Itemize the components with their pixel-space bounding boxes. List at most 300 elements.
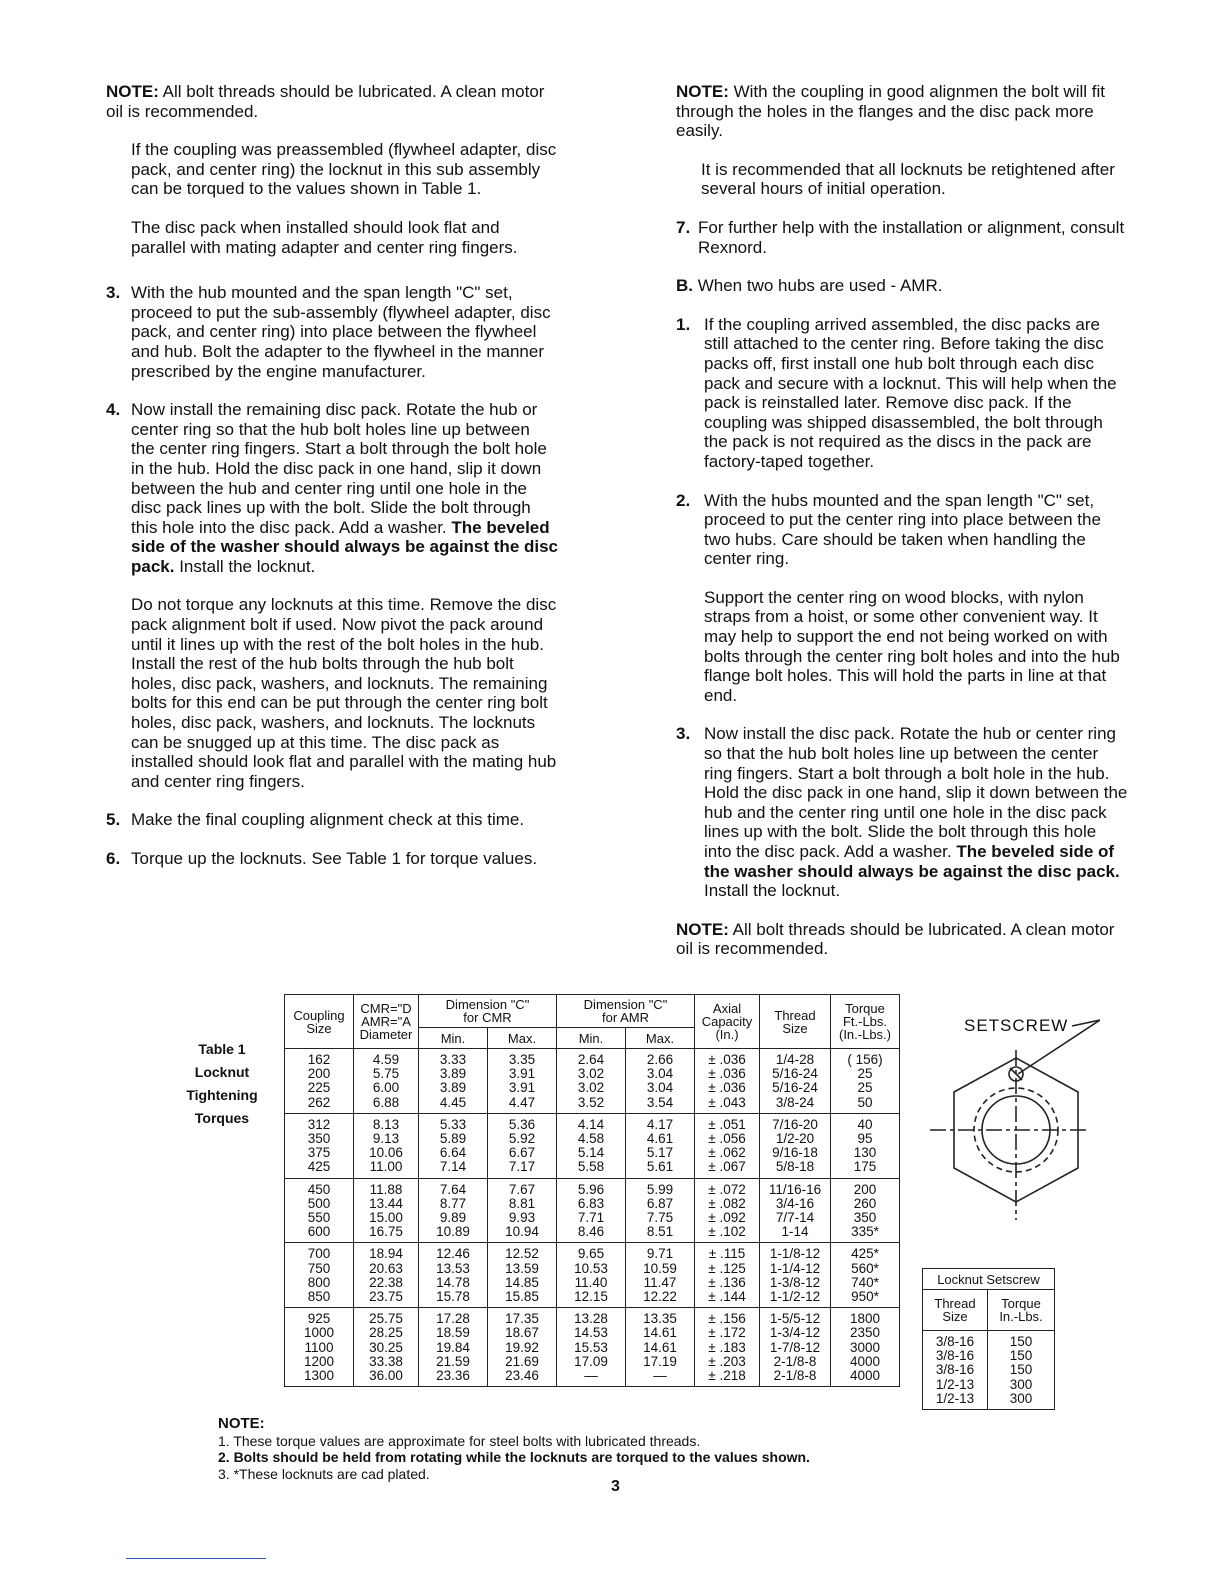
- step-b3: [676, 724, 1128, 900]
- alignment-note: [676, 82, 1128, 141]
- cell-amr-max: [626, 1113, 695, 1178]
- cell-value: 8.81: [508, 1195, 536, 1211]
- cell-value: 950*: [851, 1289, 879, 1305]
- cell-value: 10.89: [436, 1224, 470, 1240]
- cell-value: 15.00: [369, 1210, 403, 1226]
- cell-value: 19.84: [436, 1339, 470, 1355]
- step-4: [106, 400, 558, 791]
- cell-value: 21.69: [505, 1353, 539, 1369]
- step-number: 7.: [676, 217, 691, 237]
- cell-value: 19.92: [505, 1339, 539, 1355]
- cell-value: 1/2-20: [775, 1131, 815, 1147]
- setscrew-torque-values: 150 150 150 300 300: [988, 1331, 1055, 1410]
- cell-value: 12.46: [436, 1246, 470, 1262]
- cell-axial: [695, 1113, 760, 1178]
- cell-value: 6.67: [508, 1145, 536, 1161]
- cell-value: 17.28: [436, 1311, 470, 1327]
- cell-value: 6.87: [646, 1195, 674, 1211]
- cell-value: 36.00: [369, 1368, 403, 1384]
- header-thread-size: Thread Size: [760, 995, 831, 1049]
- note-text: All bolt threads should be lubricated. A clean motor oil is recommended.: [676, 919, 1115, 959]
- table-row-group: [285, 1178, 900, 1243]
- cell-value: 6.64: [439, 1145, 467, 1161]
- cell-value: 3.52: [577, 1094, 605, 1110]
- cell-value: 11.00: [369, 1159, 403, 1175]
- cell-value: 2350: [849, 1325, 881, 1341]
- cell-value: 13.35: [643, 1311, 677, 1327]
- cell-value: 260: [853, 1195, 877, 1211]
- cell-amr-min: [557, 1308, 626, 1387]
- cell-value: 8.77: [439, 1195, 467, 1211]
- cell-value: 3.89: [439, 1066, 467, 1082]
- cell-axial: [695, 1308, 760, 1387]
- cell-value: 18.59: [436, 1325, 470, 1341]
- cell-size: [285, 1308, 354, 1387]
- cell-value: 700: [307, 1246, 331, 1262]
- cell-cmr-max: [488, 1243, 557, 1308]
- cell-value: 1-1/8-12: [769, 1246, 821, 1262]
- cell-value: 7.75: [646, 1210, 674, 1226]
- cell-value: 5.99: [646, 1181, 674, 1197]
- cell-value: 335*: [851, 1224, 879, 1240]
- cell-thread: [760, 1049, 831, 1114]
- header-amr-max: Max.: [626, 1028, 695, 1049]
- cell-value: 800: [307, 1274, 331, 1290]
- cell-thread: [760, 1243, 831, 1308]
- cell-torque: [831, 1308, 900, 1387]
- cell-value: ± .072: [708, 1181, 746, 1197]
- cell-value: 6.00: [372, 1080, 400, 1096]
- cell-value: 350: [853, 1210, 877, 1226]
- cell-value: ± .036: [708, 1052, 746, 1067]
- cell-value: 15.53: [574, 1339, 608, 1355]
- table-row-group: [285, 1113, 900, 1178]
- cell-value: 7.67: [508, 1181, 536, 1197]
- cell-value: 1-1/4-12: [769, 1260, 821, 1276]
- cell-value: ± .067: [708, 1159, 746, 1175]
- cell-value: 20.63: [369, 1260, 403, 1276]
- cell-value: 15.85: [505, 1289, 539, 1305]
- table-caption-line: Locknut: [194, 1064, 250, 1080]
- step-3: [106, 283, 558, 381]
- cell-value: 1-3/8-12: [769, 1274, 821, 1290]
- note-label: NOTE:: [676, 919, 729, 939]
- cell-value: 5/16-24: [772, 1066, 818, 1082]
- cell-value: 3.04: [646, 1066, 674, 1082]
- cell-value: ± .218: [708, 1368, 746, 1384]
- header-dimension-amr: Dimension "C" for AMR: [557, 995, 695, 1028]
- cell-value: 10.59: [643, 1260, 677, 1276]
- cell-value: 23.75: [369, 1289, 403, 1305]
- cell-value: 200: [307, 1066, 331, 1082]
- cell-value: 23.36: [436, 1368, 470, 1384]
- cell-value: 750: [307, 1260, 331, 1276]
- cell-value: 5.33: [439, 1116, 467, 1132]
- footer-rule: [126, 1558, 266, 1559]
- header-axial-capacity: Axial Capacity (In.): [695, 995, 760, 1049]
- cell-size: [285, 1243, 354, 1308]
- cell-value: 5.61: [646, 1159, 674, 1175]
- cell-value: 9.71: [646, 1246, 674, 1262]
- cell-value: 5/16-24: [772, 1080, 818, 1096]
- left-column: [106, 82, 558, 888]
- cell-value: 50: [857, 1094, 873, 1110]
- cell-value: —: [584, 1368, 598, 1384]
- table-caption-line: Torques: [194, 1110, 250, 1126]
- header-dimension-cmr: Dimension "C" for CMR: [419, 995, 557, 1028]
- cell-value: 4.59: [372, 1052, 400, 1067]
- cell-value: 8.13: [372, 1116, 400, 1132]
- cell-value: 3.02: [577, 1080, 605, 1096]
- cell-value: 14.61: [643, 1325, 677, 1341]
- step-text: Now install the remaining disc pack. Rotate the hub or center ring so that the hub bolt holes line up between the center ring fingers. Start a bolt through the bolt hole in the hub. Hold the disc pack in one hand, slip it down between the hub and center ring until one hole in the disc pack lines up with the bolt. Slide the bolt through this hole into the disc pack. Add a washer. The beveled side of the washer should always be against the disc pack. Install the locknut.: [131, 400, 559, 576]
- cell-value: 550: [307, 1210, 331, 1226]
- cell-value: ± .043: [708, 1094, 746, 1110]
- cell-value: 10.94: [505, 1224, 539, 1240]
- cell-thread: [760, 1113, 831, 1178]
- cell-amr-min: [557, 1113, 626, 1178]
- cell-value: 23.46: [505, 1368, 539, 1384]
- cell-value: 4.61: [646, 1131, 674, 1147]
- cell-value: —: [653, 1368, 667, 1384]
- cell-value: 850: [307, 1289, 331, 1305]
- section-b-heading: B. When two hubs are used - AMR.: [676, 276, 943, 296]
- cell-value: 28.25: [369, 1325, 403, 1341]
- cell-value: 21.59: [436, 1353, 470, 1369]
- cell-value: 130: [853, 1145, 877, 1161]
- locknut-torque-table: [284, 994, 900, 1387]
- cell-value: 9.65: [577, 1246, 605, 1262]
- note-text: All bolt threads should be lubricated. A clean motor oil is recommended.: [106, 82, 545, 121]
- cell-torque: [831, 1113, 900, 1178]
- cell-value: 175: [853, 1159, 877, 1175]
- table-notes: [218, 1416, 810, 1482]
- cell-value: 2.66: [646, 1052, 674, 1067]
- table-caption-line: Tightening: [186, 1087, 258, 1103]
- cell-value: ± .156: [708, 1311, 746, 1327]
- cell-size: [285, 1178, 354, 1243]
- cell-torque: [831, 1049, 900, 1114]
- step-number: 6.: [106, 849, 121, 868]
- cell-value: 7.14: [439, 1159, 467, 1175]
- cell-amr-min: [557, 1178, 626, 1243]
- page-number: 3: [611, 1478, 620, 1495]
- cell-value: 12.52: [505, 1246, 539, 1262]
- cell-value: 4.58: [577, 1131, 605, 1147]
- cell-value: 11.47: [643, 1274, 677, 1290]
- cell-value: 5.92: [508, 1131, 536, 1147]
- cell-value: 5.89: [439, 1131, 467, 1147]
- cell-value: 9.89: [439, 1210, 467, 1226]
- cell-value: 1100: [304, 1339, 334, 1355]
- disc-flat-paragraph: The disc pack when installed should look flat and parallel with mating adapter and center ring fingers.: [131, 217, 518, 257]
- cell-value: 5.36: [508, 1116, 536, 1132]
- cell-value: ± .056: [708, 1131, 746, 1147]
- cell-value: 15.78: [436, 1289, 470, 1305]
- cell-value: 11.40: [574, 1274, 608, 1290]
- table-row-group: [285, 1308, 900, 1387]
- cell-amr-min: [557, 1243, 626, 1308]
- cell-dia: [354, 1113, 419, 1178]
- note-2: 2. Bolts should be held from rotating while the locknuts are torqued to the values shown.: [218, 1449, 810, 1465]
- cell-value: 13.59: [505, 1260, 539, 1276]
- cell-cmr-max: [488, 1049, 557, 1114]
- cell-size: [285, 1049, 354, 1114]
- cell-value: 4000: [849, 1353, 881, 1369]
- cell-value: 262: [307, 1094, 331, 1110]
- cell-value: 3.54: [646, 1094, 674, 1110]
- cell-value: 1-5/5-12: [769, 1311, 821, 1327]
- cell-value: 14.78: [436, 1274, 470, 1290]
- cell-amr-max: [626, 1178, 695, 1243]
- cell-value: 3/4-16: [775, 1195, 815, 1211]
- washer-warning: The beveled side of the washer should always be against the disc pack.: [131, 517, 559, 576]
- cell-value: 10.53: [574, 1260, 608, 1276]
- cell-value: 17.09: [574, 1353, 608, 1369]
- cell-value: 9/16-18: [772, 1145, 818, 1161]
- step-text: With the hubs mounted and the span length "C" set, proceed to put the center ring into place between the two hubs. Care should be taken when handling the center ring.: [704, 490, 1101, 569]
- step-b1: [676, 315, 1128, 472]
- notes-heading: NOTE:: [218, 1415, 265, 1432]
- cell-value: 1/4-28: [775, 1052, 815, 1067]
- locknut-setscrew-diagram: [930, 1010, 1100, 1220]
- cell-size: [285, 1113, 354, 1178]
- cell-value: 4.17: [646, 1116, 674, 1132]
- cell-value: 1300: [303, 1368, 335, 1384]
- header-torque: Torque Ft.-Lbs. (In.-Lbs.): [831, 995, 900, 1049]
- table-body: [285, 1049, 900, 1387]
- cell-value: 500: [307, 1195, 331, 1211]
- cell-value: 5/8-18: [775, 1159, 815, 1175]
- cell-value: 2.64: [577, 1052, 605, 1067]
- cell-value: 7/7-14: [775, 1210, 815, 1226]
- cell-value: 425*: [851, 1246, 879, 1262]
- cell-axial: [695, 1178, 760, 1243]
- cell-value: 3000: [849, 1339, 881, 1355]
- step-text-continued: Support the center ring on wood blocks, with nylon straps from a hoist, or some other convenient way. It may help to support the end not being worked on with bolts through the center ring bolt holes and into the hub flange bolt holes. This will hold the parts in line at that end.: [704, 587, 1120, 705]
- cell-cmr-min: [419, 1049, 488, 1114]
- cell-value: 740*: [851, 1274, 879, 1290]
- cell-value: 2-1/8-8: [773, 1353, 817, 1369]
- cell-value: 7.71: [577, 1210, 605, 1226]
- cell-value: 3.91: [508, 1080, 536, 1096]
- cell-value: 10.06: [369, 1145, 403, 1161]
- cell-value: 1200: [303, 1353, 335, 1369]
- cell-value: 9.13: [372, 1131, 400, 1147]
- cell-value: 312: [307, 1116, 331, 1132]
- cell-value: 11/16-16: [768, 1181, 822, 1197]
- table-row-group: [285, 1049, 900, 1114]
- cell-amr-max: [626, 1049, 695, 1114]
- lubrication-note: [106, 82, 558, 121]
- cell-value: ( 156): [847, 1052, 883, 1067]
- table-caption-title: Table 1: [198, 1041, 246, 1057]
- cell-torque: [831, 1243, 900, 1308]
- step-number: 3.: [676, 724, 691, 744]
- washer-warning: The beveled side of the washer should always be against the disc pack.: [704, 842, 1120, 881]
- cell-value: 13.44: [369, 1195, 403, 1211]
- cell-value: 5.96: [577, 1181, 605, 1197]
- cell-value: 225: [307, 1080, 331, 1096]
- cell-value: 14.61: [643, 1339, 677, 1355]
- header-coupling-size: Coupling Size: [285, 995, 354, 1049]
- cell-value: 6.83: [577, 1195, 605, 1211]
- cell-value: 560*: [851, 1260, 879, 1276]
- cell-value: 18.94: [369, 1246, 403, 1262]
- cell-cmr-max: [488, 1178, 557, 1243]
- setscrew-thread-values: 3/8-16 3/8-16 3/8-16 1/2-13 1/2-13: [923, 1331, 988, 1410]
- cell-value: 8.46: [577, 1224, 605, 1240]
- step-b2: [676, 491, 1128, 706]
- cell-torque: [831, 1178, 900, 1243]
- cell-value: 1-7/8-12: [769, 1339, 821, 1355]
- cell-value: ± .082: [708, 1195, 746, 1211]
- cell-value: 8.51: [646, 1224, 674, 1240]
- right-column: [676, 82, 1128, 978]
- cell-amr-min: [557, 1049, 626, 1114]
- cell-value: 9.93: [508, 1210, 536, 1226]
- cell-value: 1800: [849, 1311, 881, 1327]
- cell-value: ± .036: [708, 1080, 746, 1096]
- cell-value: 4.45: [439, 1094, 467, 1110]
- cell-value: 7/16-20: [772, 1116, 818, 1132]
- cell-value: ± .115: [708, 1246, 746, 1262]
- cell-value: 3.04: [646, 1080, 674, 1096]
- cell-dia: [354, 1178, 419, 1243]
- cell-dia: [354, 1308, 419, 1387]
- step-7: [676, 218, 1128, 257]
- step-text: With the hub mounted and the span length "C" set, proceed to put the sub-assembly (flywheel adapter, disc pack, and center ring) into place between the flywheel and hub. Bolt the adapter to the flywheel in the manner prescribed by the engine manufacturer.: [131, 283, 551, 381]
- table-row-group: [285, 1243, 900, 1308]
- step-text: For further help with the installation or alignment, consult Rexnord.: [698, 217, 1125, 257]
- cell-value: ± .183: [708, 1339, 746, 1355]
- note-3: 3. *These locknuts are cad plated.: [218, 1465, 430, 1482]
- cell-value: 3.35: [508, 1052, 536, 1067]
- cell-value: 3.89: [439, 1080, 467, 1096]
- cell-value: 7.17: [508, 1159, 536, 1175]
- cell-value: 30.25: [369, 1339, 403, 1355]
- cell-value: 25.75: [369, 1311, 403, 1327]
- cell-dia: [354, 1243, 419, 1308]
- cell-value: ± .125: [708, 1260, 746, 1276]
- setscrew-table-title: Locknut Setscrew: [923, 1269, 1055, 1290]
- cell-value: ± .036: [708, 1066, 746, 1082]
- cell-cmr-min: [419, 1178, 488, 1243]
- cell-value: 22.38: [369, 1274, 403, 1290]
- cell-value: 3.02: [577, 1066, 605, 1082]
- setscrew-thread-header: Thread Size: [923, 1290, 988, 1331]
- cell-value: 4.47: [508, 1094, 536, 1110]
- cell-value: ± .203: [708, 1353, 746, 1369]
- cell-value: 7.64: [439, 1181, 467, 1197]
- cell-value: 12.15: [574, 1289, 608, 1305]
- header-cmr-max: Max.: [488, 1028, 557, 1049]
- cell-value: 4.14: [577, 1116, 605, 1132]
- step-number: 2.: [676, 490, 691, 510]
- cell-value: 95: [857, 1131, 873, 1147]
- cell-value: 3/8-24: [775, 1094, 815, 1110]
- step-number: 3.: [106, 283, 121, 303]
- cell-value: 4000: [849, 1368, 881, 1384]
- step-text: Make the final coupling alignment check at this time.: [131, 810, 525, 830]
- step-5: [106, 810, 558, 830]
- step-text-continued: Do not torque any locknuts at this time. Remove the disc pack alignment bolt if used. Now pivot the pack around until it lines up with the rest of the bolt holes in the hub. Install the rest of the hub bolts through the hub bolt holes, disc pack, washers, and locknuts. The remaining bolts for this end can be put through the center ring bolt holes, disc pack, washers, and locknuts. The locknuts can be snugged up at this time. The disc pack as installed should look flat and parallel with the mating hub and center ring fingers.: [131, 595, 557, 791]
- cell-cmr-min: [419, 1308, 488, 1387]
- cell-cmr-max: [488, 1113, 557, 1178]
- cell-value: 5.75: [372, 1066, 400, 1082]
- cell-thread: [760, 1178, 831, 1243]
- note-1: 1. These torque values are approximate for steel bolts with lubricated threads.: [218, 1432, 701, 1449]
- cell-value: 17.19: [643, 1353, 677, 1369]
- setscrew-torque-header: Torque In.-Lbs.: [988, 1290, 1055, 1331]
- lubrication-note-2: [676, 920, 1128, 959]
- cell-value: 450: [307, 1181, 331, 1197]
- note-text: With the coupling in good alignmen the bolt will fit through the holes in the flanges and the disc pack more easily.: [676, 82, 1105, 141]
- cell-value: ± .172: [708, 1325, 746, 1341]
- preassembled-paragraph: If the coupling was preassembled (flywheel adapter, disc pack, and center ring) the locknut in this sub assembly can be torqued to the values shown in Table 1.: [131, 140, 557, 199]
- note-label: NOTE:: [106, 82, 159, 101]
- cell-value: 1000: [303, 1325, 335, 1341]
- cell-value: 162: [307, 1052, 331, 1067]
- setscrew-label: SETSCREW: [964, 1016, 1069, 1035]
- cell-cmr-max: [488, 1308, 557, 1387]
- cell-value: ± .092: [708, 1210, 746, 1226]
- step-number: 4.: [106, 400, 121, 420]
- step-6: [106, 849, 558, 869]
- cell-value: 200: [853, 1181, 877, 1197]
- cell-value: 350: [307, 1131, 331, 1147]
- cell-value: ± .051: [708, 1116, 746, 1132]
- cell-value: ± .144: [708, 1289, 746, 1305]
- cell-value: 925: [307, 1311, 331, 1327]
- cell-cmr-min: [419, 1113, 488, 1178]
- cell-value: 17.35: [505, 1311, 539, 1327]
- cell-value: 33.38: [369, 1353, 403, 1369]
- cell-amr-max: [626, 1308, 695, 1387]
- cell-value: 16.75: [369, 1224, 403, 1240]
- header-diameter: CMR="D AMR="A Diameter: [354, 995, 419, 1049]
- cell-value: 14.85: [505, 1274, 539, 1290]
- cell-value: 3.91: [508, 1066, 536, 1082]
- cell-thread: [760, 1308, 831, 1387]
- cell-amr-max: [626, 1243, 695, 1308]
- header-cmr-min: Min.: [419, 1028, 488, 1049]
- cell-value: 13.53: [436, 1260, 470, 1276]
- note-label: NOTE:: [676, 82, 729, 101]
- cell-value: 11.88: [369, 1181, 403, 1197]
- header-amr-min: Min.: [557, 1028, 626, 1049]
- step-number: 5.: [106, 810, 121, 830]
- cell-value: 5.58: [577, 1159, 605, 1175]
- cell-dia: [354, 1049, 419, 1114]
- cell-value: 18.67: [505, 1325, 539, 1341]
- cell-value: 5.17: [646, 1145, 674, 1161]
- step-text: Now install the disc pack. Rotate the hub or center ring so that the hub bolt holes line up between the center ring fingers. Start a bolt through a bolt hole in the hub. Hold the disc pack in one hand, slip it down between the hub and the center ring until one hole in the disc pack lines up with the bolt. Slide the bolt through this hole into the disc pack. Add a washer. The beveled side of the washer should always be against the disc pack. Install the locknut.: [704, 724, 1128, 901]
- cell-axial: [695, 1243, 760, 1308]
- cell-value: 2-1/8-8: [773, 1368, 817, 1384]
- cell-value: 600: [307, 1224, 331, 1240]
- cell-value: 13.28: [574, 1311, 608, 1327]
- step-text: Torque up the locknuts. See Table 1 for torque values.: [131, 849, 538, 868]
- setscrew-table: [922, 1268, 1055, 1410]
- cell-value: 12.22: [643, 1289, 677, 1305]
- retighten-paragraph: It is recommended that all locknuts be retightened after several hours of initial operation.: [701, 159, 1115, 199]
- cell-value: 1-3/4-12: [769, 1325, 821, 1341]
- cell-value: 6.88: [372, 1094, 400, 1110]
- cell-value: 425: [307, 1159, 331, 1175]
- cell-value: ± .136: [708, 1274, 746, 1290]
- cell-value: 5.14: [577, 1145, 605, 1161]
